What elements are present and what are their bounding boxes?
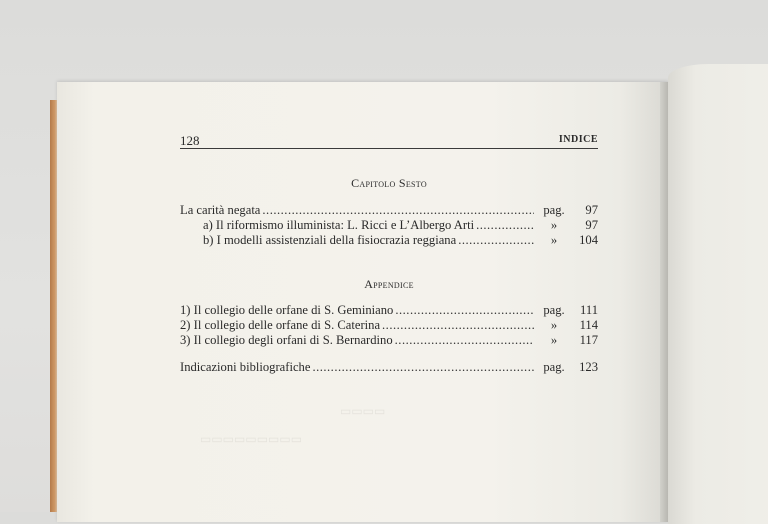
toc-entry-label: 2) Il collegio delle orfane di S. Caterina [180, 318, 381, 332]
toc-page-marker: » [550, 218, 558, 232]
toc-page-number: 97 [585, 218, 598, 232]
toc-page-number: 117 [579, 333, 598, 347]
toc-page-number: 123 [579, 360, 598, 374]
toc-entry-label: La carità negata [180, 203, 261, 217]
toc-entry-bibliography [180, 360, 598, 376]
toc-entry [180, 318, 598, 334]
toc-page-marker: pag. [543, 303, 565, 317]
show-through-text: ▭▭▭▭▭▭▭▭▭ [200, 432, 303, 446]
toc-entry [180, 333, 598, 349]
toc-page-number: 97 [585, 203, 598, 217]
leader-dots [476, 218, 534, 233]
chapter-title: Capitolo Sesto [351, 176, 427, 190]
toc-page-marker: » [550, 333, 558, 347]
toc-entry [203, 233, 598, 249]
leader-dots [262, 203, 534, 218]
right-page [668, 64, 768, 524]
toc-entry [180, 203, 598, 219]
appendix-title: Appendice [364, 277, 414, 291]
toc-page-marker: pag. [543, 360, 565, 374]
leader-dots [312, 360, 534, 375]
header-rule [180, 148, 598, 149]
toc-page-number: 111 [580, 303, 598, 317]
toc-entry [203, 218, 598, 234]
show-through-text: ▭▭▭▭ [340, 404, 386, 418]
toc-entry-label: 1) Il collegio delle orfane di S. Geminiano [180, 303, 394, 317]
toc-entry [180, 303, 598, 319]
leader-dots [382, 318, 534, 333]
running-header: INDICE [558, 134, 598, 145]
toc-entry-label: a) Il riformismo illuminista: L. Ricci e L’Albergo Arti [203, 218, 475, 232]
leader-dots [395, 303, 534, 318]
toc-entry-label: 3) Il collegio degli orfani di S. Bernardino [180, 333, 393, 347]
toc-page-number: 104 [579, 233, 598, 247]
toc-page-marker: pag. [543, 203, 565, 217]
leader-dots [395, 333, 534, 348]
toc-page-number: 114 [579, 318, 598, 332]
page-number: 128 [180, 133, 200, 148]
leader-dots [458, 233, 534, 248]
toc-page-marker: » [550, 318, 558, 332]
toc-page-marker: » [550, 233, 558, 247]
toc-entry-label: Indicazioni bibliografiche [180, 360, 311, 374]
toc-entry-label: b) I modelli assistenziali della fisiocrazia reggiana [203, 233, 457, 247]
